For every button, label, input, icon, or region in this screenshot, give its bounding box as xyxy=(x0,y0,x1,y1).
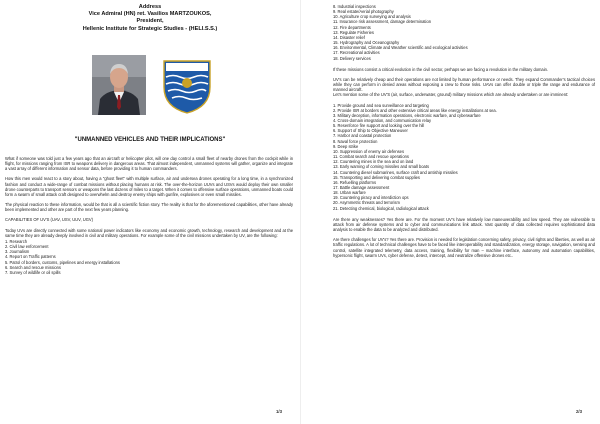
left-body xyxy=(5,156,293,275)
list-item: 15. Hydrography and Oceanography xyxy=(333,40,400,46)
address-header xyxy=(0,4,300,33)
list-item: 1. Research xyxy=(5,238,28,244)
list-item: 9. Real estate/Aerial photography xyxy=(333,9,394,15)
paragraph: UV's can be relatively cheap and their operations are not limited by human performance or needs. They expand Commander's tactical choices while they can perform in denied areas without exposing a crew to those risks. UAVs can offer double or triple the range and endurance of manned aircraft. xyxy=(333,76,595,93)
page-number: 2/3 xyxy=(576,409,582,414)
right-page xyxy=(300,0,600,424)
list-item: 3. Journalism xyxy=(5,249,30,255)
list-item: 4. Cross-domain integration, and communication relay xyxy=(333,117,432,123)
list-item: 1. Provide ground and sea surveillance and targeting xyxy=(333,102,429,108)
list-item: 18. Urban warfare xyxy=(333,190,366,196)
list-item: 19. Countering piracy and interdiction ops xyxy=(333,195,409,201)
list-item: 15. Transporting and delivering combat supplies xyxy=(333,174,420,180)
list-item: 2. Civil law enforcement xyxy=(5,244,49,250)
list-item: 18. Delivery services xyxy=(333,55,371,61)
article-title: "UNMANNED VEHICLES AND THEIR IMPLICATIONS" xyxy=(74,137,226,143)
list-item: 12. Countering mines in the sea and on land xyxy=(333,159,414,165)
paragraph: How this men would react to a story about, having a "ghost fleet" with multiple surface, air and undersea drones operating for a long time, in a synchronized fashion and conduct a wide-range of combat missions without placing humans at risk. The over-the-horizon UUVs and USVs would deploy their own smaller drone counterparts to transport sensors or weapons the last dozens of miles to a target. When it comes to offensive surface operations, unmanned boats could form a swarm of small attack craft designed to overwhelm and destroy enemy ships with gunfire, explosives or even small missiles. xyxy=(5,176,293,197)
civil-missions-list-continued xyxy=(333,4,595,61)
list-item: 14. Countering diesel submarines, surface craft and antiship missiles xyxy=(333,169,458,175)
header-line-role: President, xyxy=(136,18,164,25)
paragraph: Let's mention some of the UV'S (air, surface, underwater, ground) military missions which are already undertaken or are imminent: xyxy=(333,92,569,98)
paragraph: Are there challenges for UV's? Yes there are. Provision is needed for legislation concerning safety, privacy, civil rights and liberties, as well as air traffic regulations. A lot of technical challenges have to be faced like interoperability and standardization, energy storage, navigation, sensing and control, satellite integrated telemetry, data access, training, flexibility for man – machine interface, autonomy and automation capabilities, hypersonic flight, swarm UVs, cyber defense, detect, intercept, and neutralize offensive drones etc.. xyxy=(333,237,595,258)
header-line-name: Vice Admiral (HN) ret. Vasilios MARTZOUKOS, xyxy=(88,11,212,18)
list-item: 10. Agriculture crop surveying and analysis xyxy=(333,14,411,20)
list-item: 6. Search and rescue missions xyxy=(5,264,61,270)
list-item: 5. Resenforce fire support and looking over the hill xyxy=(333,123,425,129)
right-body xyxy=(333,4,595,263)
list-item: 2. Provide ISR at borders and other extensive critical areas like energy installations at sea. xyxy=(333,107,497,113)
list-item: 5. Patrol of borders, customs, pipelines and energy installations xyxy=(5,259,120,265)
list-item: 14. Disaster relief xyxy=(333,34,365,40)
paragraph: The physical reaction to these information, would be that is all a scientific fiction story. The reality is that for the aforementioned capabilities, other have already been implemented and other are part of the next few years planning. xyxy=(5,202,293,213)
list-item: 7. Survey of wildlife or oil spills xyxy=(5,269,61,275)
list-item: 4. Report on Traffic patterns xyxy=(5,254,56,260)
paragraph: Today UVs are directly connected with some national power indicators like economy and economic growth, technology, research and development and at the same time they are already deeply involved in civil and military operations. For example some of the civil missions undertaken by UV, are the following: xyxy=(5,227,293,238)
list-item: 16. Environmental, Climate and Weather scientific and ecological activities xyxy=(333,45,468,51)
paragraph: What if someone was told just a few years ago that an aircraft or helicopter pilot, will one day control a small fleet of nearby drones from the cockpit while in flight, for missions ranging from ISR to weapons delivery in dangerous areas. That almost independent, unmanned systems will gather, organize and integrate a vast array of different information and sensor data, before providing it to human commanders. xyxy=(5,156,293,172)
institute-logo xyxy=(160,57,214,115)
list-item: 12. Fire departments xyxy=(333,24,371,30)
list-item: 16. Refuelling platforms xyxy=(333,179,377,185)
paragraph: Are there any weaknesses? Yes there are. For the moment UV's have relatively low maneuverability and low speed. They are vulnerable to attack from air defense systems and to cyber and communications link attack. Vast quantity of data collected requires sophisticated data analysis to enable the data to be analyzed and distributed. xyxy=(333,216,595,233)
military-missions-list xyxy=(333,103,595,211)
list-item: 21. Detecting chemical, biological, radiological attack xyxy=(333,205,429,211)
list-item: 6. Support of Ship to Objective Maneuver xyxy=(333,128,408,134)
header-line-address: Address xyxy=(138,4,162,10)
list-item: 7. Harbor and coastal protection xyxy=(333,133,392,139)
list-item: 11. Insurance risk assessment, damage determination xyxy=(333,19,431,25)
list-item: 8. Industrial inspections xyxy=(333,4,376,9)
list-item: 13. Regulate Fisheries xyxy=(333,29,374,35)
header-line-institute: Hellenic Institute for Strategic Studies - (HELI.S.S.) xyxy=(82,25,218,32)
page-number: 1/3 xyxy=(276,409,282,414)
list-item: 13. Early warning of coming missiles and small boats xyxy=(333,164,430,170)
list-item: 10. Suppression of enemy air defenses xyxy=(333,148,405,154)
list-item: 20. Asymmetric threats and terrorism xyxy=(333,200,400,206)
list-item: 9. Deep strike xyxy=(333,143,359,149)
portrait-photo xyxy=(92,55,146,115)
paragraph: If these missions consist a critical evolution in the civil sector, perhaps we are facing a revolution in the military domain. xyxy=(333,66,549,72)
civil-missions-list xyxy=(5,239,293,275)
list-item: 8. Naval force protection xyxy=(333,138,378,144)
list-item: 11. Combat search and rescue operations xyxy=(333,154,409,160)
list-item: 17. Battle damage assessment xyxy=(333,185,390,190)
list-item: 17. Recreational activities xyxy=(333,50,380,56)
list-item: 3. Military deception, information operations, electronic warfare, and cyberwarfare xyxy=(333,112,481,118)
capabilities-heading: CAPABILITIES OF UV'S (UAV, USV, UUV, UGV) xyxy=(5,217,93,223)
